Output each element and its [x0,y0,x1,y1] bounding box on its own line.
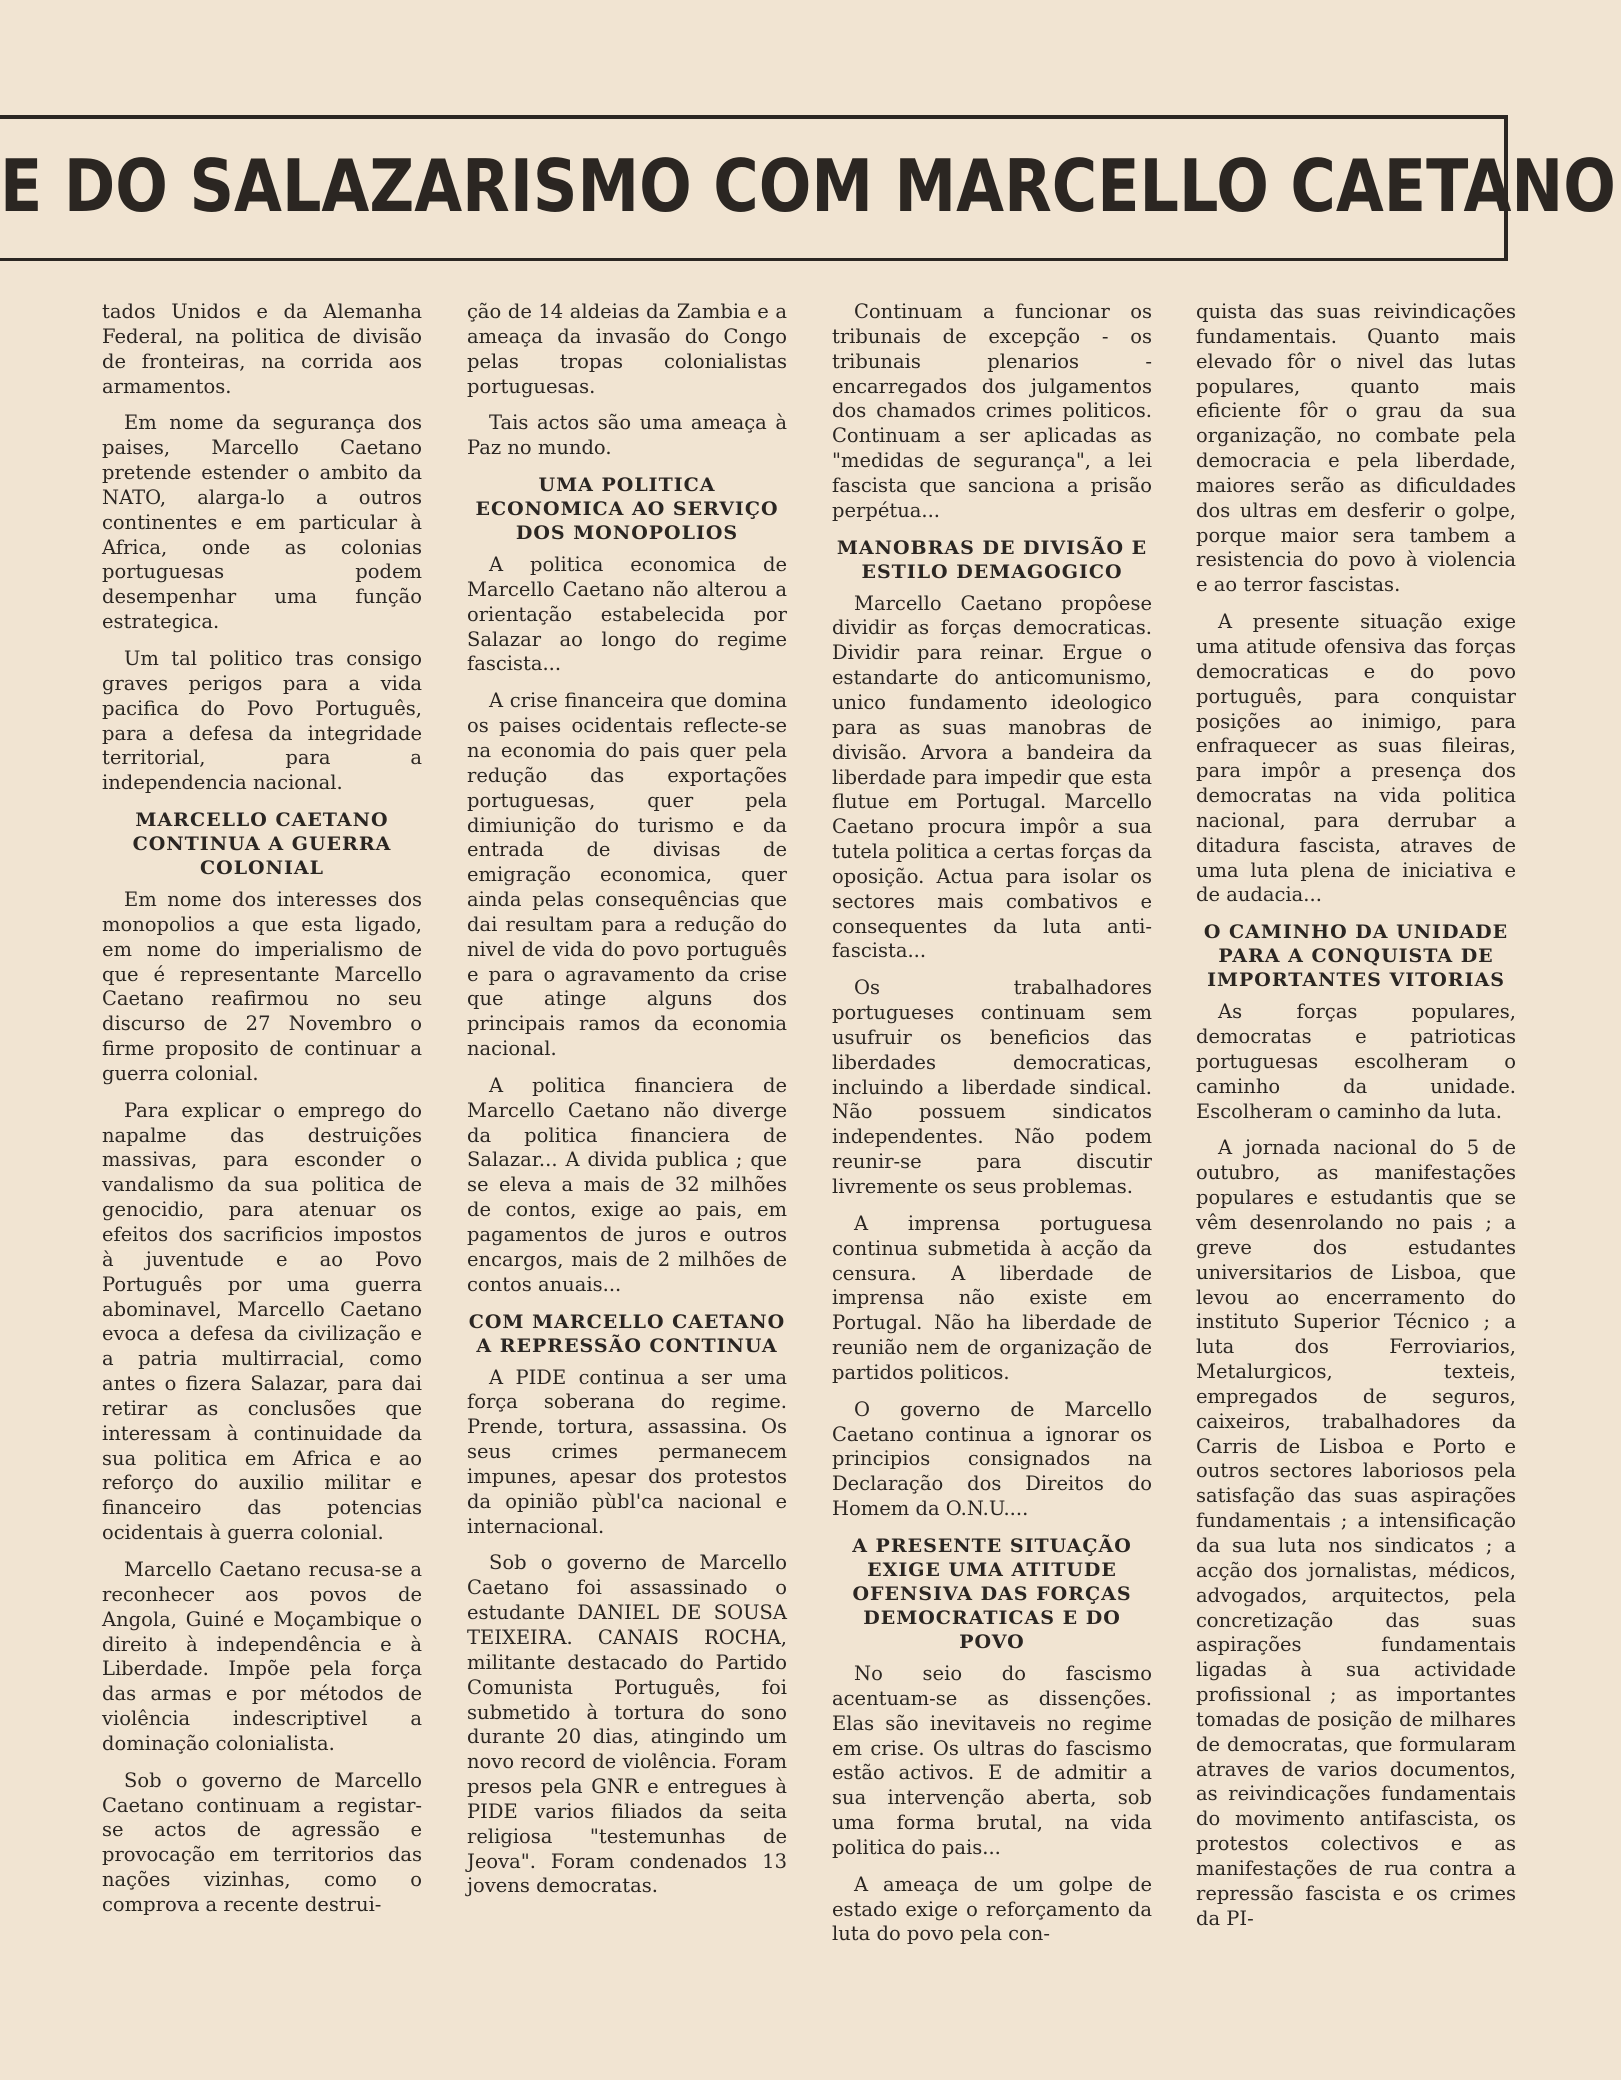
paragraph: ção de 14 aldeias da Zambia e a ameaça da invasão do Congo pelas tropas colonialistas portuguesas. [467,300,787,398]
section-heading: A PRESENTE SITUAÇÃO EXIGE UMA ATITUDE OFENSIVA DAS FORÇAS DEMOCRATICAS E DO POVO [852,1534,1132,1653]
paragraph: Marcello Caetano propôese dividir as forças democraticas. Dividir para reinar. Ergue o estandarte do anticomunismo, unico fundamento ideologico para as suas manobras de divisão. Arvora a bandeira da liberdade para impedir que esta flutue em Portugal. Marcello Caetano procura impôr a sua tutela politica a certas forças da oposição. Actua para isolar os sectores mais combativos e consequentes da luta anti-fascista... [832,591,1152,963]
paragraph: A ameaça de um golpe de estado exige o reforçamento da luta do povo pela con- [832,1872,1152,1946]
paragraph: Marcello Caetano recusa-se a reconhecer aos povos de Angola, Guiné e Moçambique o direito à independência e à Liberdade. Impõe pela força das armas e por métodos de violência indescriptivel a dominação colonialista. [102,1557,422,1755]
paragraph: As forças populares, democratas e patrioticas portuguesas escolheram o caminho da unidade. Escolheram o caminho da luta. [1196,1000,1516,1123]
column-3 [832,300,1152,1959]
paragraph: A politica financiera de Marcello Caetano não diverge da politica financiera de Salazar... A divida publica ; que se eleva a mais de 32 milhões de contos, exige ao pais, em pagamentos de juros e outros encargos, mais de 2 milhões de contos anuais... [467,1073,787,1296]
paragraph: A jornada nacional do 5 de outubro, as manifestações populares e estudantis que se vêm desenrolando no pais ; a greve dos estudantes universitarios de Lisboa, que levou ao encerramento do instituto Superior Técnico ; a luta dos Ferroviarios, Metalurgicos, texteis, empregados de seguros, caixeiros, trabalhadores da Carris de Lisboa e Porto e outros sectores laboriosos pela satisfação das suas aspirações fundamentais ; a intensificação da sua luta nos sindicatos ; a acção dos jornalistas, médicos, advogados, arquitectos, pela concretização das suas aspirações fundamentais ligadas à sua actividade profissional ; as importantes tomadas de posição de milhares de democratas, que formularam atraves de varios documentos, as reivindicações fundamentais do movimento antifascista, os protestos colectivos e as manifestações de rua contra a repressão fascista e os crimes da PI- [1196,1136,1516,1930]
paragraph: Os trabalhadores portugueses continuam sem usufruir os beneficios das liberdades democraticas, incluindo a liberdade sindical. Não possuem sindicatos independentes. Não podem reunir-se para discutir livremente os seus problemas. [832,976,1152,1198]
paragraph: Em nome dos interesses dos monopolios a que esta ligado, em nome do imperialismo de que é representante Marcello Caetano reafirmou no seu discurso de 27 Novembro o firme proposito de continuar a guerra colonial. [102,888,422,1085]
paragraph: Sob o governo de Marcello Caetano foi assassinado o estudante DANIEL DE SOUSA TEIXEIRA. CANAIS ROCHA, militante destacado do Partido Comunista Português, foi submetido à tortura do sono durante 20 dias, atingindo um novo record de violência. Foram presos pela GNR e entregues à PIDE varios filiados da seita religiosa "testemunhas de Jeova". Foram condenados 13 jovens democratas. [467,1551,787,1898]
column-4 [1196,300,1516,1943]
paragraph: O governo de Marcello Caetano continua a ignorar os principios consignados na Declaração dos Direitos do Homem da O.N.U.... [832,1397,1152,1521]
section-heading: MANOBRAS DE DIVISÃO E ESTILO DEMAGOGICO [836,536,1148,583]
paragraph: No seio do fascismo acentuam-se as dissenções. Elas são inevitaveis no regime em crise. Os ultras do fascismo estão activos. E de admitir a sua intervenção aberta, sob uma forma brutal, na vida politica do pais... [832,1661,1152,1859]
section-heading: UMA POLITICA ECONOMICA AO SERVIÇO DOS MONOPOLIOS [475,474,779,545]
column-1 [102,300,422,1930]
paragraph: A PIDE continua a ser uma força soberana do regime. Prende, tortura, assassina. Os seus crimes permanecem impunes, apesar dos protestos da opinião pùbl'ca nacional e internacional. [467,1365,787,1538]
headline: E DO SALAZARISMO COM MARCELLO CAETANO [0,144,1616,228]
headline-bottom-rule [0,258,1508,261]
section-heading: O CAMINHO DA UNIDADE PARA A CONQUISTA DE IMPORTANTES VITORIAS [1203,921,1509,992]
section-heading: COM MARCELLO CAETANO A REPRESSÃO CONTINUA [468,1310,786,1357]
paragraph: Um tal politico tras consigo graves perigos para a vida pacifica do Povo Português, para a defesa da integridade territorial, para a independencia nacional. [102,646,422,795]
paragraph: A crise financeira que domina os paises ocidentais reflecte-se na economia do pais quer pela redução das exportações portuguesas, quer pela dimiunição do turismo e da entrada de divisas de emigração economica, quer ainda pelas consequências que dai resultam para a redução do nivel de vida do povo português e para o agravamento da crise que atinge alguns dos principais ramos da economia nacional. [467,689,787,1061]
paragraph: A politica economica de Marcello Caetano não alterou a orientação estabelecida por Salazar ao longo do regime fascista... [467,553,787,676]
paragraph: Tais actos são uma ameaça à Paz no mundo. [467,411,787,460]
paragraph: Para explicar o emprego do napalme das destruições massivas, para esconder o vandalismo da sua politica de genocidio, para atenuar os efeitos dos sacrificios impostos à juventude e ao Povo Português por uma guerra abominavel, Marcello Caetano evoca a defesa da civilização e a patria multirracial, como antes o fizera Salazar, para dai retirar as conclusões que interessam à continuidade da sua politica em Africa e ao reforço do auxilio militar e financeiro das potencias ocidentais à guerra colonial. [102,1098,422,1545]
paragraph: A presente situação exige uma atitude ofensiva das forças democraticas e do povo português, para conquistar posições ao inimigo, para enfraquecer as suas fileiras, para impôr a presença dos democratas na vida politica nacional, para derrubar a ditadura fascista, atraves de uma luta plena de iniciativa e de audacia... [1196,610,1516,907]
paragraph: A imprensa portuguesa continua submetida à acção da censura. A liberdade de imprensa não existe em Portugal. Não ha liberdade de reunião nem de organização de partidos politicos. [832,1211,1152,1384]
paragraph: Em nome da segurança dos paises, Marcello Caetano pretende estender o ambito da NATO, alarga-lo a outros continentes e em particular à Africa, onde as colonias portuguesas podem desempenhar uma função estrategica. [102,411,422,634]
paragraph: Sob o governo de Marcello Caetano continuam a registar-se actos de agressão e provocação em territorios das nações vizinhas, como o comprova a recente destrui- [102,1768,422,1916]
paragraph: Continuam a funcionar os tribunais de excepção - os tribunais plenarios - encarregados dos julgamentos dos chamados crimes politicos. Continuam a ser aplicadas as "medidas de segurança", a lei fascista que sanciona a prisão perpétua... [832,300,1152,522]
headline-top-rule [0,115,1508,119]
section-heading: MARCELLO CAETANO CONTINUA A GUERRA COLONIAL [132,809,392,880]
headline-frame-right [1504,115,1508,261]
paragraph: tados Unidos e da Alemanha Federal, na politica de divisão de fronteiras, na corrida aos armamentos. [102,300,422,398]
column-2 [467,300,787,1911]
paragraph: quista das suas reivindicações fundamentais. Quanto mais elevado fôr o nivel das lutas populares, quanto mais eficiente fôr o grau da sua organização, no combate pela democracia e pela liberdade, maiores serão as dificuldades dos ultras em desferir o golpe, porque maior sera tambem a resistencia do povo à violencia e ao terror fascistas. [1196,300,1516,597]
